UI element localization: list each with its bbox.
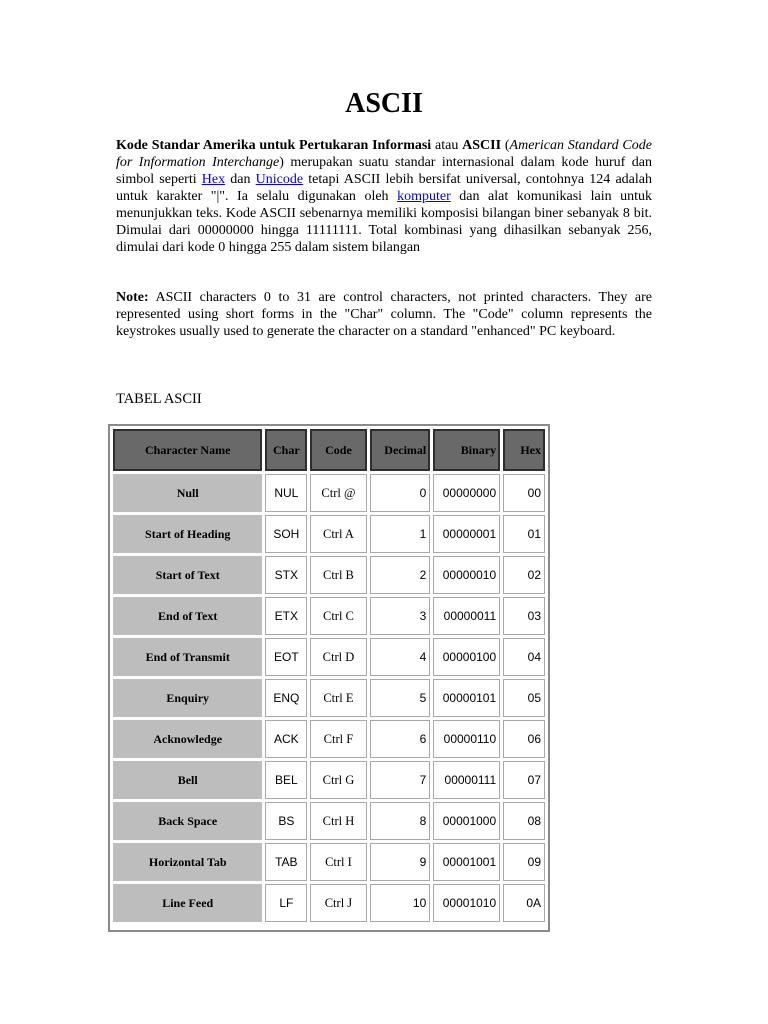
cell-hex: 09 — [503, 843, 545, 881]
cell-decimal: 1 — [370, 515, 431, 553]
intro-text-5: tetapi ASCII lebih bersifat universal, contohnya 124 adalah untuk karakter "|". Ia selalu digunakan oleh — [116, 172, 652, 204]
cell-code: Ctrl J — [310, 884, 366, 922]
cell-binary: 00000010 — [433, 556, 500, 594]
cell-code: Ctrl G — [310, 761, 366, 799]
cell-decimal: 8 — [370, 802, 431, 840]
cell-binary: 00000000 — [433, 474, 500, 512]
cell-name: Horizontal Tab — [113, 843, 262, 881]
intro-english-name: American Standard Code for Information Interchange — [116, 138, 652, 170]
cell-name: Line Feed — [113, 884, 262, 922]
ascii-table-frame — [108, 424, 550, 932]
cell-decimal: 9 — [370, 843, 431, 881]
cell-decimal: 5 — [370, 679, 431, 717]
page-title: ASCII — [345, 88, 423, 119]
cell-decimal: 3 — [370, 597, 431, 635]
note-paragraph — [116, 289, 652, 340]
table-row — [113, 761, 545, 799]
cell-hex: 07 — [503, 761, 545, 799]
table-row — [113, 474, 545, 512]
cell-code: Ctrl C — [310, 597, 366, 635]
header-decimal: Decimal — [370, 429, 431, 471]
cell-code: Ctrl E — [310, 679, 366, 717]
cell-char: EOT — [265, 638, 307, 676]
table-row — [113, 638, 545, 676]
table-row — [113, 802, 545, 840]
cell-char: TAB — [265, 843, 307, 881]
cell-code: Ctrl B — [310, 556, 366, 594]
cell-hex: 03 — [503, 597, 545, 635]
cell-name: Start of Text — [113, 556, 262, 594]
cell-binary: 00000011 — [433, 597, 500, 635]
table-row — [113, 556, 545, 594]
cell-char: SOH — [265, 515, 307, 553]
intro-term: Kode Standar Amerika untuk Pertukaran Informasi — [116, 138, 432, 153]
cell-binary: 00000001 — [433, 515, 500, 553]
cell-char: NUL — [265, 474, 307, 512]
table-row — [113, 884, 545, 922]
note-text: ASCII characters 0 to 31 are control characters, not printed characters. They are represented using short forms in the "Char" column. The "Code" column represents the keystrokes usually used to generate the character on a standard "enhanced" PC keyboard. — [116, 290, 652, 339]
cell-binary: 00000110 — [433, 720, 500, 758]
cell-name: Start of Heading — [113, 515, 262, 553]
cell-hex: 0A — [503, 884, 545, 922]
unicode-link[interactable]: Unicode — [255, 172, 304, 187]
cell-name: End of Text — [113, 597, 262, 635]
cell-code: Ctrl D — [310, 638, 366, 676]
cell-decimal: 2 — [370, 556, 431, 594]
cell-binary: 00001010 — [433, 884, 500, 922]
cell-char: ETX — [265, 597, 307, 635]
cell-name: End of Transmit — [113, 638, 262, 676]
intro-text-1: atau — [431, 138, 463, 153]
intro-text-6: dan alat komunikasi lain untuk menunjukkan teks. Kode ASCII sebenarnya memiliki komposisi bilangan biner sebanyak 8 bit. Dimulai dari 00000000 hingga 11111111. Total kombinasi yang dihasilkan sebanyak 256, dimulai dari kode 0 hingga 255 dalam sistem bilangan — [116, 189, 652, 255]
cell-code: Ctrl A — [310, 515, 366, 553]
cell-decimal: 4 — [370, 638, 431, 676]
table-header-row — [113, 429, 545, 471]
hex-link[interactable]: Hex — [201, 172, 226, 187]
cell-decimal: 7 — [370, 761, 431, 799]
cell-code: Ctrl H — [310, 802, 366, 840]
cell-hex: 01 — [503, 515, 545, 553]
cell-char: BEL — [265, 761, 307, 799]
cell-name: Enquiry — [113, 679, 262, 717]
cell-name: Null — [113, 474, 262, 512]
cell-char: ACK — [265, 720, 307, 758]
cell-binary: 00000101 — [433, 679, 500, 717]
cell-binary: 00000111 — [433, 761, 500, 799]
cell-code: Ctrl I — [310, 843, 366, 881]
cell-decimal: 10 — [370, 884, 431, 922]
intro-paragraph — [116, 137, 652, 256]
cell-binary: 00000100 — [433, 638, 500, 676]
cell-hex: 06 — [503, 720, 545, 758]
cell-hex: 02 — [503, 556, 545, 594]
table-row — [113, 679, 545, 717]
table-heading: TABEL ASCII — [116, 391, 202, 407]
intro-text-4: dan — [225, 172, 256, 187]
cell-binary: 00001000 — [433, 802, 500, 840]
cell-code: Ctrl F — [310, 720, 366, 758]
cell-decimal: 6 — [370, 720, 431, 758]
cell-name: Back Space — [113, 802, 262, 840]
note-label: Note: — [116, 290, 149, 305]
table-row — [113, 515, 545, 553]
ascii-table — [110, 426, 548, 925]
cell-hex: 08 — [503, 802, 545, 840]
header-binary: Binary — [433, 429, 500, 471]
komputer-link[interactable]: komputer — [397, 189, 451, 204]
cell-hex: 05 — [503, 679, 545, 717]
cell-hex: 04 — [503, 638, 545, 676]
cell-char: ENQ — [265, 679, 307, 717]
cell-hex: 00 — [503, 474, 545, 512]
table-row — [113, 720, 545, 758]
cell-char: BS — [265, 802, 307, 840]
header-code: Code — [310, 429, 366, 471]
intro-text-2: ( — [501, 138, 510, 153]
cell-char: STX — [265, 556, 307, 594]
cell-code: Ctrl @ — [310, 474, 366, 512]
header-character-name: Character Name — [113, 429, 262, 471]
table-row — [113, 597, 545, 635]
header-char: Char — [265, 429, 307, 471]
table-row — [113, 843, 545, 881]
cell-name: Acknowledge — [113, 720, 262, 758]
cell-char: LF — [265, 884, 307, 922]
header-hex: Hex — [503, 429, 545, 471]
cell-decimal: 0 — [370, 474, 431, 512]
cell-binary: 00001001 — [433, 843, 500, 881]
cell-name: Bell — [113, 761, 262, 799]
intro-text-3: ) merupakan suatu standar internasional dalam kode huruf dan simbol seperti — [116, 155, 652, 187]
intro-abbr: ASCII — [462, 138, 502, 153]
